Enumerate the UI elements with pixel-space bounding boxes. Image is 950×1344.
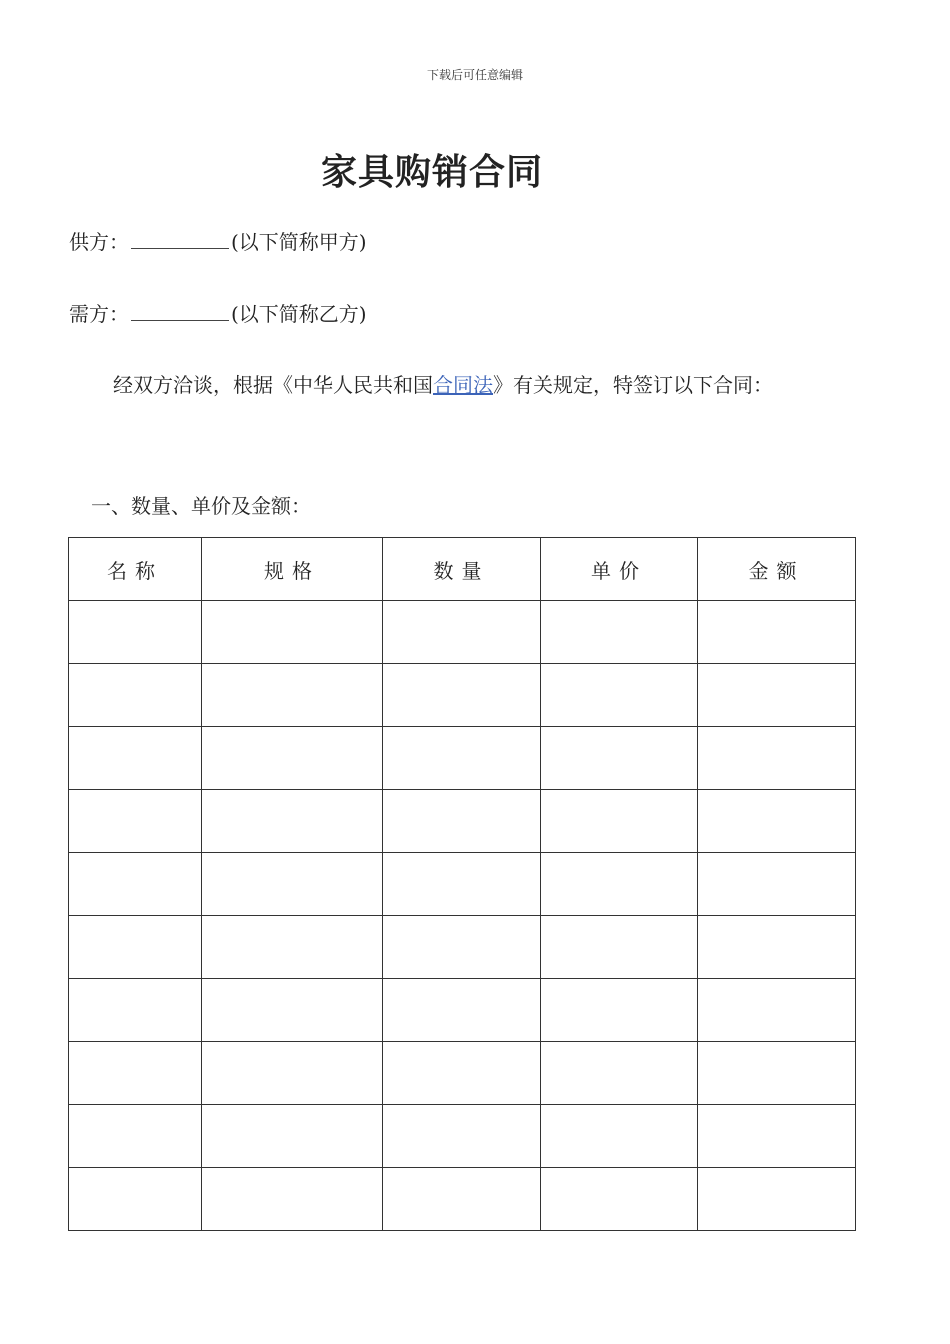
table-header-row [69, 538, 856, 601]
intro-text-after: 》有关规定，特签订以下合同： [493, 373, 773, 397]
section-heading-quantity-price: 一、数量、单价及金额： [91, 494, 311, 518]
column-header-unit-price: 单价 [541, 538, 698, 601]
cell-name[interactable] [69, 727, 202, 790]
buyer-blank-field[interactable] [131, 300, 229, 321]
document-title: 家具购销合同 [320, 151, 543, 193]
cell-unit-price[interactable] [541, 916, 698, 979]
cell-amount[interactable] [698, 979, 856, 1042]
cell-unit-price[interactable] [541, 790, 698, 853]
cell-amount[interactable] [698, 727, 856, 790]
table-row [69, 1168, 856, 1231]
buyer-line [69, 298, 367, 327]
cell-name[interactable] [69, 853, 202, 916]
column-header-amount: 金额 [698, 538, 856, 601]
cell-amount[interactable] [698, 664, 856, 727]
goods-table [68, 537, 856, 1231]
header-note: 下载后可任意编辑 [426, 68, 523, 82]
cell-quantity[interactable] [383, 727, 541, 790]
cell-amount[interactable] [698, 916, 856, 979]
cell-quantity[interactable] [383, 1168, 541, 1231]
cell-unit-price[interactable] [541, 979, 698, 1042]
table-row [69, 664, 856, 727]
cell-quantity[interactable] [383, 979, 541, 1042]
cell-quantity[interactable] [383, 1042, 541, 1105]
cell-amount[interactable] [698, 1105, 856, 1168]
supplier-suffix: (以下简称甲方) [231, 230, 367, 254]
supplier-line [69, 226, 367, 255]
cell-unit-price[interactable] [541, 601, 698, 664]
table-row [69, 727, 856, 790]
table-row [69, 1042, 856, 1105]
cell-amount[interactable] [698, 853, 856, 916]
cell-name[interactable] [69, 601, 202, 664]
table-row [69, 853, 856, 916]
cell-name[interactable] [69, 790, 202, 853]
cell-amount[interactable] [698, 1168, 856, 1231]
intro-text-before: 经双方洽谈，根据《中华人民共和国 [113, 373, 433, 397]
cell-quantity[interactable] [383, 790, 541, 853]
cell-name[interactable] [69, 1105, 202, 1168]
cell-spec[interactable] [202, 727, 383, 790]
cell-unit-price[interactable] [541, 664, 698, 727]
cell-name[interactable] [69, 979, 202, 1042]
cell-unit-price[interactable] [541, 727, 698, 790]
column-header-name: 名称 [69, 538, 202, 601]
cell-spec[interactable] [202, 664, 383, 727]
cell-amount[interactable] [698, 790, 856, 853]
cell-spec[interactable] [202, 1042, 383, 1105]
cell-name[interactable] [69, 664, 202, 727]
cell-name[interactable] [69, 1168, 202, 1231]
cell-amount[interactable] [698, 601, 856, 664]
column-header-spec: 规格 [202, 538, 383, 601]
cell-quantity[interactable] [383, 664, 541, 727]
table-row [69, 1105, 856, 1168]
cell-name[interactable] [69, 916, 202, 979]
cell-quantity[interactable] [383, 601, 541, 664]
table-row [69, 916, 856, 979]
cell-unit-price[interactable] [541, 1042, 698, 1105]
supplier-blank-field[interactable] [131, 228, 229, 249]
cell-spec[interactable] [202, 916, 383, 979]
supplier-label: 供方： [69, 230, 129, 254]
column-header-quantity: 数量 [383, 538, 541, 601]
cell-unit-price[interactable] [541, 853, 698, 916]
table-row [69, 790, 856, 853]
cell-spec[interactable] [202, 790, 383, 853]
cell-quantity[interactable] [383, 916, 541, 979]
cell-unit-price[interactable] [541, 1105, 698, 1168]
table-body [69, 601, 856, 1231]
cell-spec[interactable] [202, 1105, 383, 1168]
table-row [69, 601, 856, 664]
cell-amount[interactable] [698, 1042, 856, 1105]
cell-quantity[interactable] [383, 853, 541, 916]
buyer-label: 需方： [69, 302, 129, 326]
contract-law-link[interactable]: 合同法 [433, 373, 493, 397]
cell-spec[interactable] [202, 853, 383, 916]
intro-paragraph [113, 369, 773, 398]
table-row [69, 979, 856, 1042]
cell-name[interactable] [69, 1042, 202, 1105]
cell-spec[interactable] [202, 1168, 383, 1231]
buyer-suffix: (以下简称乙方) [231, 302, 367, 326]
cell-quantity[interactable] [383, 1105, 541, 1168]
cell-unit-price[interactable] [541, 1168, 698, 1231]
cell-spec[interactable] [202, 979, 383, 1042]
cell-spec[interactable] [202, 601, 383, 664]
